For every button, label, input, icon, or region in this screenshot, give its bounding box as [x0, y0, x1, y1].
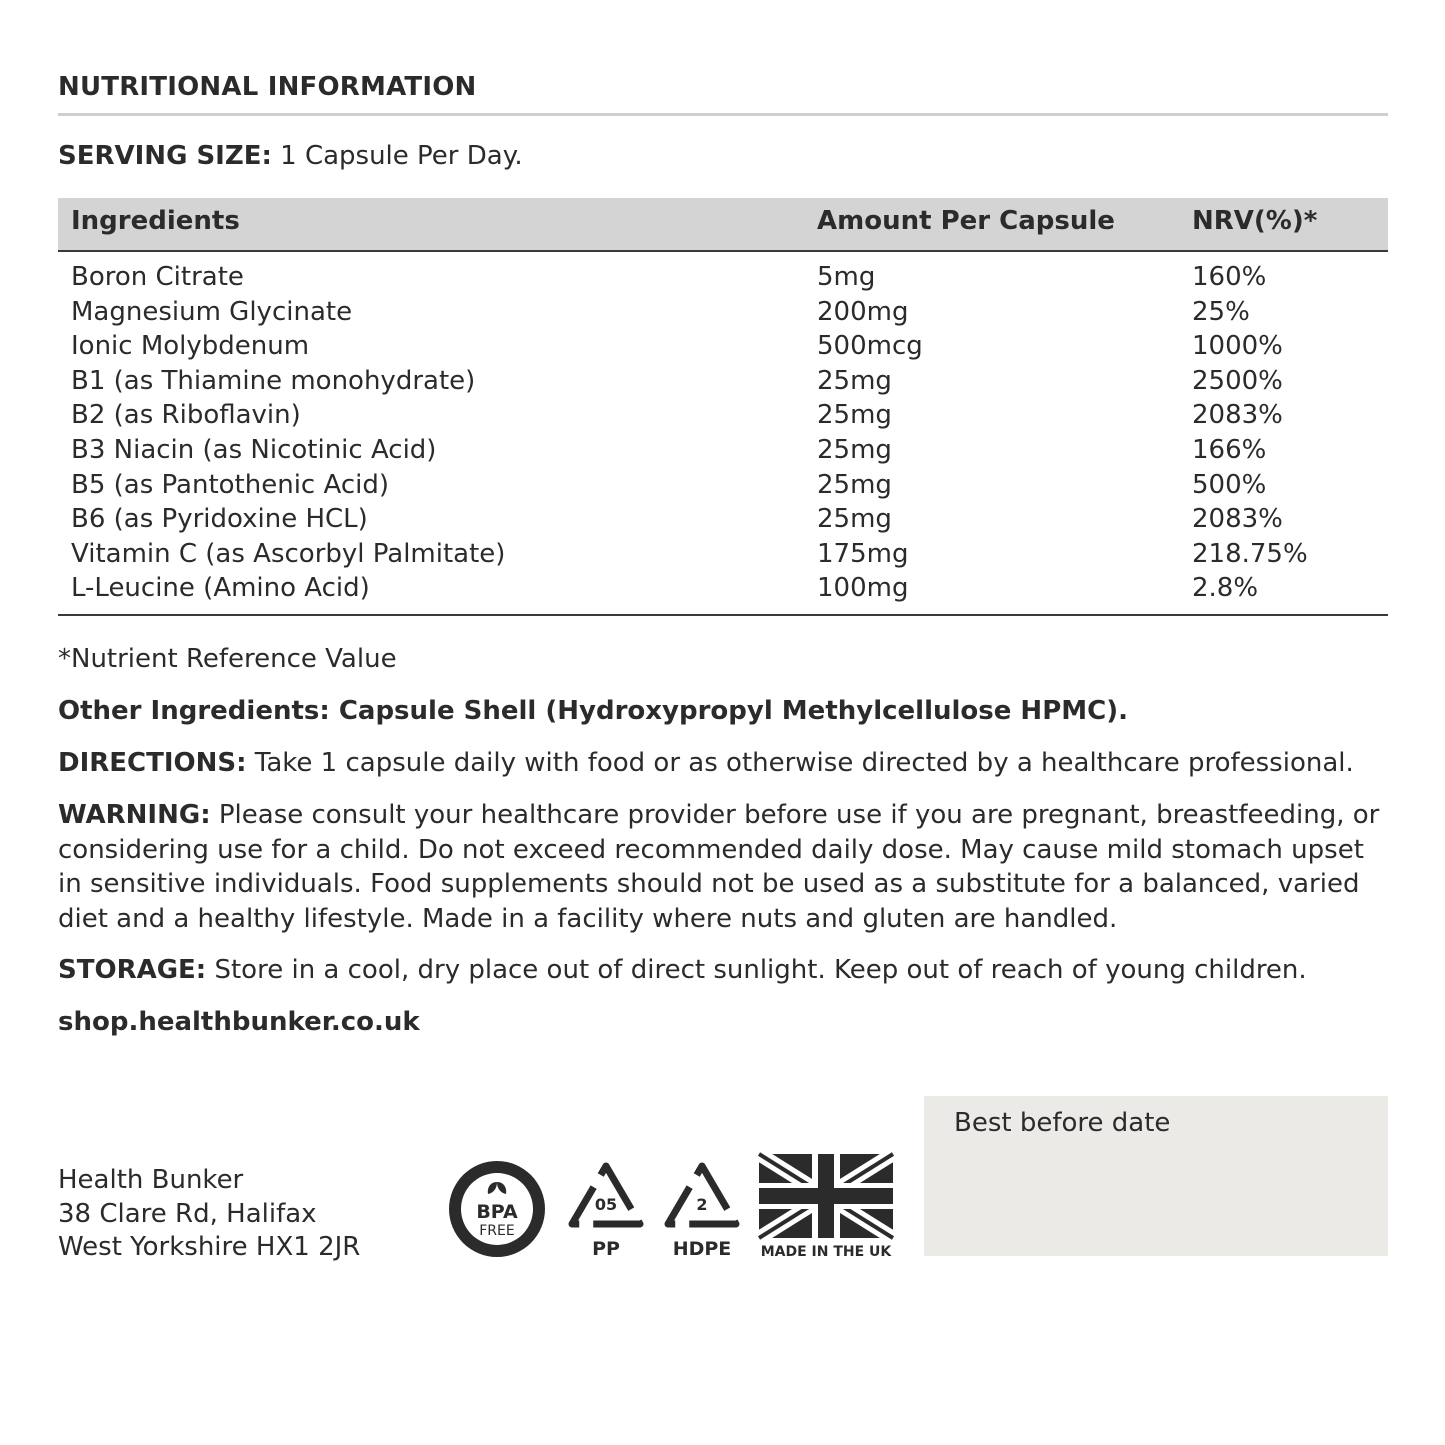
- ingredient-nrv: 218.75%: [1192, 538, 1308, 569]
- ingredient-nrv: 2.8%: [1192, 573, 1259, 604]
- table-row: [58, 470, 1388, 505]
- serving-size-value: 1 Capsule Per Day.: [271, 141, 523, 171]
- packaging-icons: [446, 1150, 906, 1265]
- footnote: *Nutrient Reference Value: [58, 644, 397, 674]
- address-line: West Yorkshire HX1 2JR: [58, 1232, 361, 1262]
- header-ingredients: Ingredients: [71, 206, 240, 236]
- directions: [58, 746, 1393, 781]
- serving-size: [58, 141, 523, 171]
- hdpe-code: 2: [696, 1195, 708, 1214]
- ingredient-amount: 25mg: [817, 434, 892, 465]
- ingredient-nrv: 500%: [1192, 469, 1267, 500]
- table-row: [58, 539, 1388, 574]
- directions-label: DIRECTIONS:: [58, 748, 247, 778]
- storage: [58, 953, 1393, 988]
- bpa-free-icon: [446, 1158, 548, 1260]
- ingredient-name: B6 (as Pyridoxine HCL): [71, 504, 368, 535]
- ingredient-amount: 5mg: [817, 262, 876, 292]
- free-text: FREE: [479, 1223, 515, 1239]
- ingredient-name: Vitamin C (as Ascorbyl Palmitate): [71, 538, 506, 569]
- page-title: NUTRITIONAL INFORMATION: [58, 72, 477, 102]
- table-row: [58, 435, 1388, 470]
- table-row: [58, 262, 1388, 297]
- table-row: [58, 573, 1388, 608]
- ingredient-nrv: 2500%: [1192, 365, 1283, 396]
- best-before-box: [924, 1096, 1388, 1256]
- ingredient-name: L-Leucine (Amino Acid): [71, 573, 370, 604]
- table-row: [58, 366, 1388, 401]
- storage-text: Store in a cool, dry place out of direct sunlight. Keep out of reach of young children.: [206, 955, 1307, 985]
- best-before-label: Best before date: [954, 1108, 1171, 1138]
- ingredient-nrv: 1000%: [1192, 331, 1283, 362]
- pp-label: PP: [592, 1238, 620, 1260]
- header-amount: Amount Per Capsule: [817, 206, 1115, 236]
- ingredient-amount: 25mg: [817, 504, 892, 535]
- warning-text: Please consult your healthcare provider before use if you are pregnant, breastfeeding, or considering use for a child. Do not exceed recommended daily dose. May cause mild stomach upset in sensitive individuals. Food supplements should not be used as a substitute for a balanced, varied diet and a healthy lifestyle. Made in a facility where nuts and gluten are handled.: [58, 800, 1380, 934]
- ingredients-table: [58, 262, 1388, 608]
- directions-text: Take 1 capsule daily with food or as otherwise directed by a healthcare professional.: [246, 748, 1354, 778]
- warning-label: WARNING:: [58, 800, 211, 830]
- ingredient-amount: 25mg: [817, 400, 892, 431]
- ingredient-name: B3 Niacin (as Nicotinic Acid): [71, 434, 437, 465]
- storage-label: STORAGE:: [58, 955, 207, 985]
- ingredient-name: B5 (as Pantothenic Acid): [71, 469, 389, 500]
- website-link[interactable]: shop.healthbunker.co.uk: [58, 1007, 420, 1037]
- address: [58, 1164, 360, 1265]
- hdpe-label: HDPE: [672, 1238, 732, 1260]
- table-bottom-rule: [58, 614, 1388, 616]
- ingredient-name: B2 (as Riboflavin): [71, 400, 301, 431]
- address-line: Health Bunker: [58, 1165, 244, 1195]
- ingredient-amount: 25mg: [817, 469, 892, 500]
- union-flag-icon: [756, 1150, 896, 1262]
- other-ingredients: Other Ingredients: Capsule Shell (Hydroxypropyl Methylcellulose HPMC).: [58, 696, 1128, 726]
- table-row: [58, 331, 1388, 366]
- table-row: [58, 504, 1388, 539]
- ingredient-amount: 100mg: [817, 573, 909, 604]
- address-line: 38 Clare Rd, Halifax: [58, 1198, 317, 1229]
- ingredient-amount: 500mcg: [817, 331, 923, 362]
- table-row: [58, 297, 1388, 332]
- warning: [58, 798, 1393, 936]
- table-row: [58, 400, 1388, 435]
- ingredient-nrv: 2083%: [1192, 504, 1283, 535]
- header-nrv: NRV(%)*: [1192, 206, 1318, 236]
- serving-size-label: SERVING SIZE:: [58, 141, 272, 171]
- ingredient-amount: 25mg: [817, 365, 892, 396]
- ingredient-amount: 175mg: [817, 538, 909, 569]
- pp-code: 05: [594, 1195, 618, 1214]
- ingredient-name: Ionic Molybdenum: [71, 331, 310, 362]
- ingredient-nrv: 2083%: [1192, 400, 1283, 431]
- recycle-pp-icon: [564, 1160, 648, 1260]
- bpa-text: BPA: [476, 1201, 518, 1223]
- ingredient-nrv: 25%: [1192, 296, 1250, 327]
- ingredient-name: Boron Citrate: [71, 262, 244, 292]
- ingredient-nrv: 166%: [1192, 434, 1267, 465]
- ingredient-name: Magnesium Glycinate: [71, 296, 353, 327]
- made-in-uk-label: MADE IN THE UK: [760, 1244, 892, 1260]
- recycle-hdpe-icon: [660, 1160, 744, 1260]
- ingredient-nrv: 160%: [1192, 262, 1267, 292]
- ingredient-name: B1 (as Thiamine monohydrate): [71, 365, 476, 396]
- divider: [58, 113, 1388, 116]
- table-header: [58, 198, 1388, 252]
- ingredient-amount: 200mg: [817, 296, 909, 327]
